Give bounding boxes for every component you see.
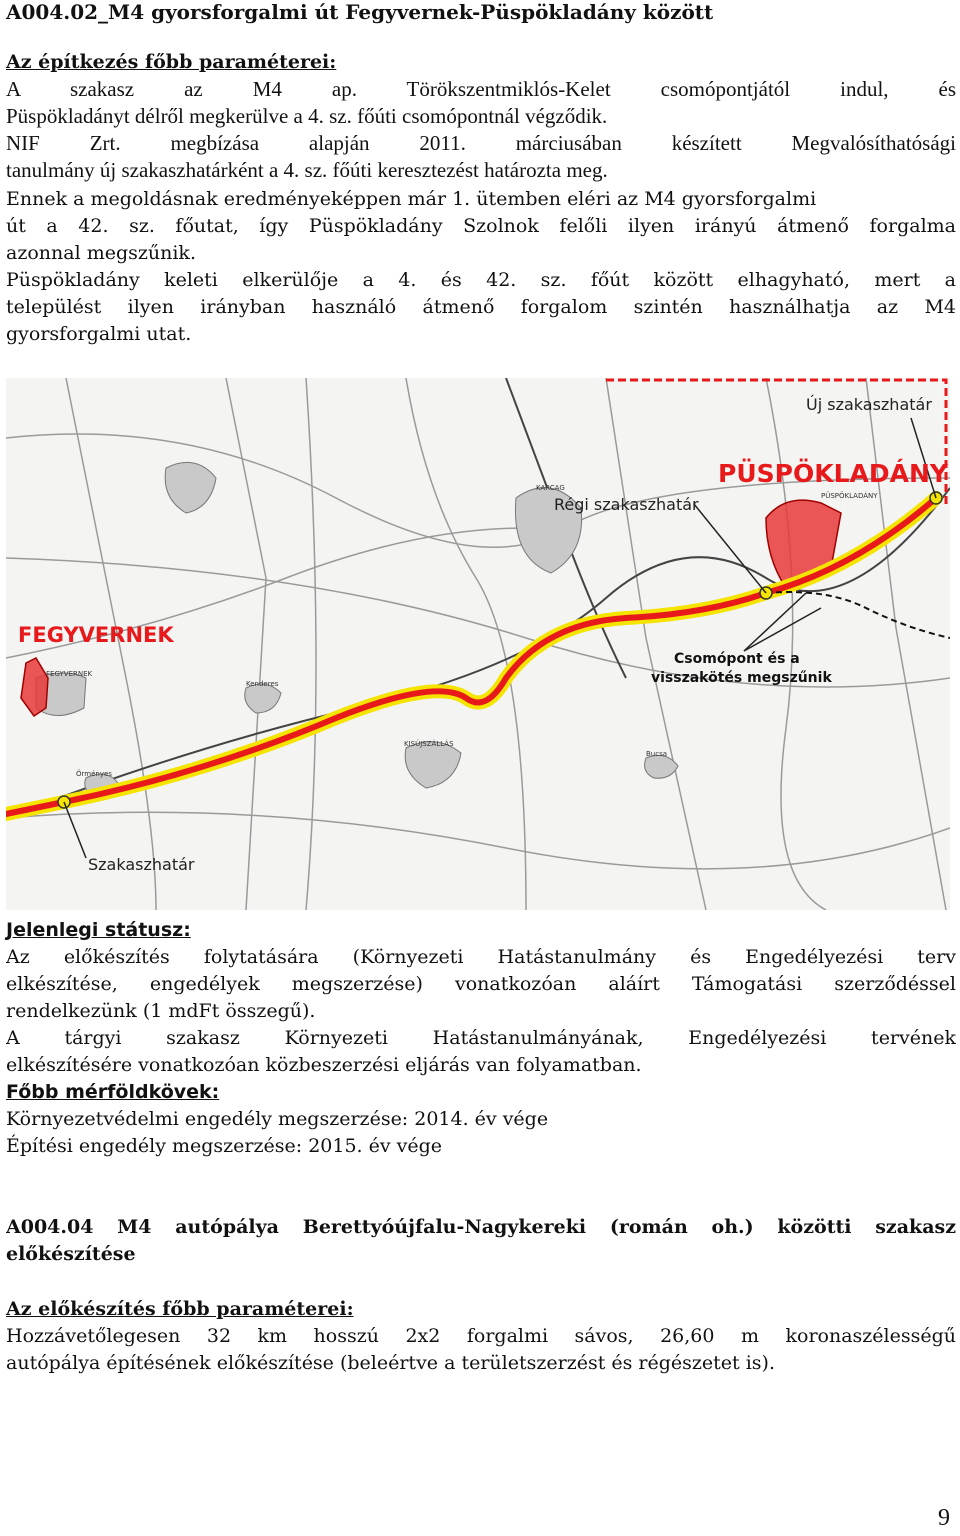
label-regi-szakaszhatar: Régi szakaszhatár [554, 495, 699, 514]
label-fegyvernek: FEGYVERNEK [18, 623, 174, 647]
status-line-5: elkészítésére vonatkozóan közbeszerzési eljárás van folyamatban. [6, 1054, 642, 1076]
params-line-9: települést ilyen irányban használó átmenő forgalom szintén használhatja az M4 [6, 296, 956, 318]
section2-params-line-2: autópálya építésének előkészítése (beleértve a területszerzést és régészetet is). [6, 1352, 775, 1374]
params-heading: Az építkezés főbb paraméterei: [6, 51, 337, 73]
params-line-1: A szakasz az M4 ap. Törökszentmiklós-Kelet csomópontjától indul, és [6, 77, 956, 101]
page-number: 9 [938, 1505, 950, 1531]
status-line-2: elkészítése, engedélyek megszerzése) vonatkozóan aláírt Támogatási szerződéssel [6, 973, 956, 995]
params-line-4: tanulmány új szakaszhatárként a 4. sz. főúti keresztezést határozta meg. [6, 158, 608, 182]
small-bucsa: Bucsa [646, 750, 668, 758]
section2-title-line-1: A004.04 M4 autópálya Berettyóújfalu-Nagykereki (román oh.) közötti szakasz [6, 1216, 956, 1238]
milestone-2: Építési engedély megszerzése: 2015. év vége [6, 1135, 443, 1157]
status-line-3: rendelkezünk (1 mdFt összegű). [6, 1000, 316, 1022]
small-kenderes: Kenderes [246, 680, 279, 688]
section2-params-heading: Az előkészítés főbb paraméterei: [6, 1298, 354, 1320]
milestone-1: Környezetvédelmi engedély megszerzése: 2014. év vége [6, 1108, 549, 1130]
params-line-8: Püspökladány keleti elkerülője a 4. és 42. sz. főút között elhagyható, mert a [6, 269, 956, 291]
small-puspokladany: PÜSPÖKLADÁNY [821, 492, 878, 500]
params-line-10: gyorsforgalmi utat. [6, 323, 192, 345]
label-puspokladany: PÜSPÖKLADÁNY [718, 459, 948, 488]
section2-params-line-1: Hozzávetőlegesen 32 km hosszú 2x2 forgalmi sávos, 26,60 m koronaszélességű [6, 1325, 956, 1347]
params-line-3: NIF Zrt. megbízása alapján 2011. márciusában készített Megvalósíthatósági [6, 131, 956, 155]
label-csomopont-2: visszakötés megszűnik [651, 670, 832, 686]
params-line-7: azonnal megszűnik. [6, 242, 196, 264]
small-fegyvernek: FEGYVERNEK [46, 670, 93, 678]
route-map [6, 378, 950, 910]
label-uj-szakaszhatar: Új szakaszhatár [806, 395, 932, 414]
small-ormenyes: Örményes [76, 770, 112, 778]
status-line-1: Az előkészítés folytatására (Környezeti Hatástanulmány és Engedélyezési terv [6, 946, 956, 968]
status-heading: Jelenlegi státusz: [6, 919, 191, 941]
label-szakaszhatar: Szakaszhatár [88, 855, 195, 874]
params-line-6: út a 42. sz. főutat, így Püspökladány Szolnok felőli ilyen irányú átmenő forgalma [6, 215, 956, 237]
small-karcag: KARCAG [536, 484, 565, 492]
section2-title-line-2: előkészítése [6, 1243, 136, 1265]
milestones-heading: Főbb mérföldkövek: [6, 1081, 220, 1103]
label-csomopont-1: Csomópont és a [674, 651, 800, 667]
section-title: A004.02_M4 gyorsforgalmi út Fegyvernek-Püspökladány között [6, 0, 714, 24]
params-line-5: Ennek a megoldásnak eredményeképpen már 1. ütemben eléri az M4 gyorsforgalmi [6, 188, 817, 210]
params-line-2: Püspökladányt délről megkerülve a 4. sz. főúti csomópontnál végződik. [6, 104, 608, 128]
small-kisujszallas: KISÚJSZÁLLÁS [404, 740, 454, 748]
status-line-4: A tárgyi szakasz Környezeti Hatástanulmányának, Engedélyezési tervének [6, 1027, 956, 1049]
